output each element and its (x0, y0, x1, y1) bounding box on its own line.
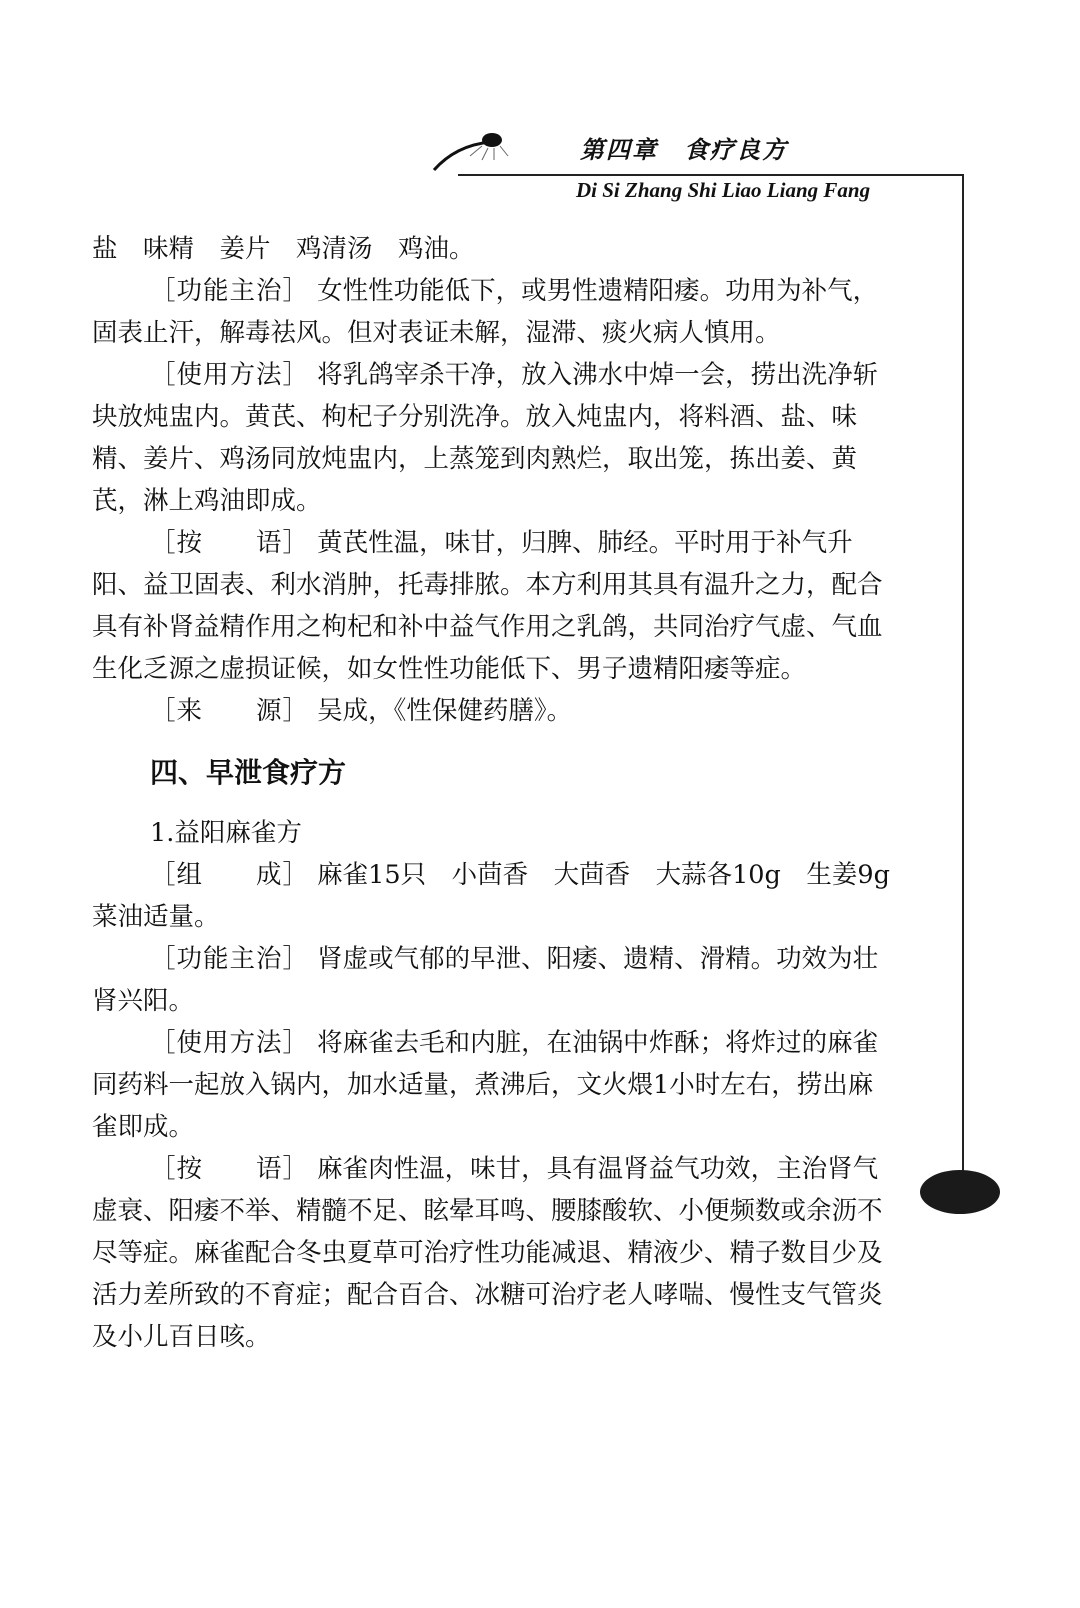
chapter-title: 第四章 食疗良方 (580, 135, 788, 164)
field-label: ［功能主治］ (150, 276, 310, 306)
margin-rule (962, 174, 964, 1174)
field-text: 麻雀15只 小茴香 大茴香 大蒜各10g 生姜9g 菜油适量。 (92, 860, 916, 932)
lamp-icon (430, 126, 550, 176)
page-number-badge (920, 1170, 1000, 1214)
ingredients-continued: 盐 味精 姜片 鸡清汤 鸡油。 (92, 234, 475, 264)
paragraph-composition (92, 854, 916, 938)
field-text: 将麻雀去毛和内脏，在油锅中炸酥；将炸过的麻雀同药料一起放入锅内，加水适量，煮沸后，文火煨1小时左右，捞出麻雀即成。 (92, 1028, 879, 1142)
field-label: ［来 源］ (150, 696, 310, 726)
recipe-title: 1.益阳麻雀方 (150, 818, 302, 848)
paragraph-method-2 (92, 1022, 892, 1148)
field-text: 女性性功能低下，或男性遗精阳痿。功用为补气，固表止汗，解毒祛风。但对表证未解，湿滞、痰火病人慎用。 (92, 276, 879, 348)
paragraph-function (92, 270, 892, 354)
field-text: 麻雀肉性温，味甘，具有温肾益气功效，主治肾气虚衰、阳痿不举、精髓不足、眩晕耳鸣、腰膝酸软、小便频数或余沥不尽等症。麻雀配合冬虫夏草可治疗性功能减退、精液少、精子数目少及活力差所致的不育症；配合百合、冰糖可治疗老人哮喘、慢性支气管炎及小儿百日咳。 (92, 1154, 883, 1352)
paragraph-note-2 (92, 1148, 892, 1358)
field-text: 将乳鸽宰杀干净，放入沸水中焯一会，捞出洗净斩块放炖盅内。黄芪、枸杞子分别洗净。放入炖盅内，将料酒、盐、味精、姜片、鸡汤同放炖盅内，上蒸笼到肉熟烂，取出笼，拣出姜、黄芪，淋上鸡油即成。 (92, 360, 879, 516)
field-label: ［使用方法］ (150, 360, 310, 390)
field-text: 肾虚或气郁的早泄、阳痿、遗精、滑精。功效为壮肾兴阳。 (92, 944, 879, 1016)
field-text: 吴成，《性保健药膳》。 (317, 696, 573, 726)
page-body (92, 228, 916, 1358)
paragraph-source (92, 690, 892, 732)
field-label: ［功能主治］ (150, 944, 310, 974)
header-rule (458, 174, 964, 176)
paragraph-method (92, 354, 892, 522)
field-label: ［组 成］ (150, 860, 310, 890)
field-label: ［按 语］ (150, 528, 310, 558)
field-label: ［使用方法］ (150, 1028, 310, 1058)
field-text: 黄芪性温，味甘，归脾、肺经。平时用于补气升阳、益卫固表、利水消肿，托毒排脓。本方利用其具有温升之力，配合具有补肾益精作用之枸杞和补中益气作用之乳鸽，共同治疗气虚、气血生化乏源之虚损证候，如女性性功能低下、男子遗精阳痿等症。 (92, 528, 883, 684)
chapter-pinyin: Di Si Zhang Shi Liao Liang Fang (576, 178, 871, 202)
section-heading: 四、早泄食疗方 (150, 756, 347, 789)
paragraph-note (92, 522, 892, 690)
paragraph-function-2 (92, 938, 892, 1022)
field-label: ［按 语］ (150, 1154, 310, 1184)
